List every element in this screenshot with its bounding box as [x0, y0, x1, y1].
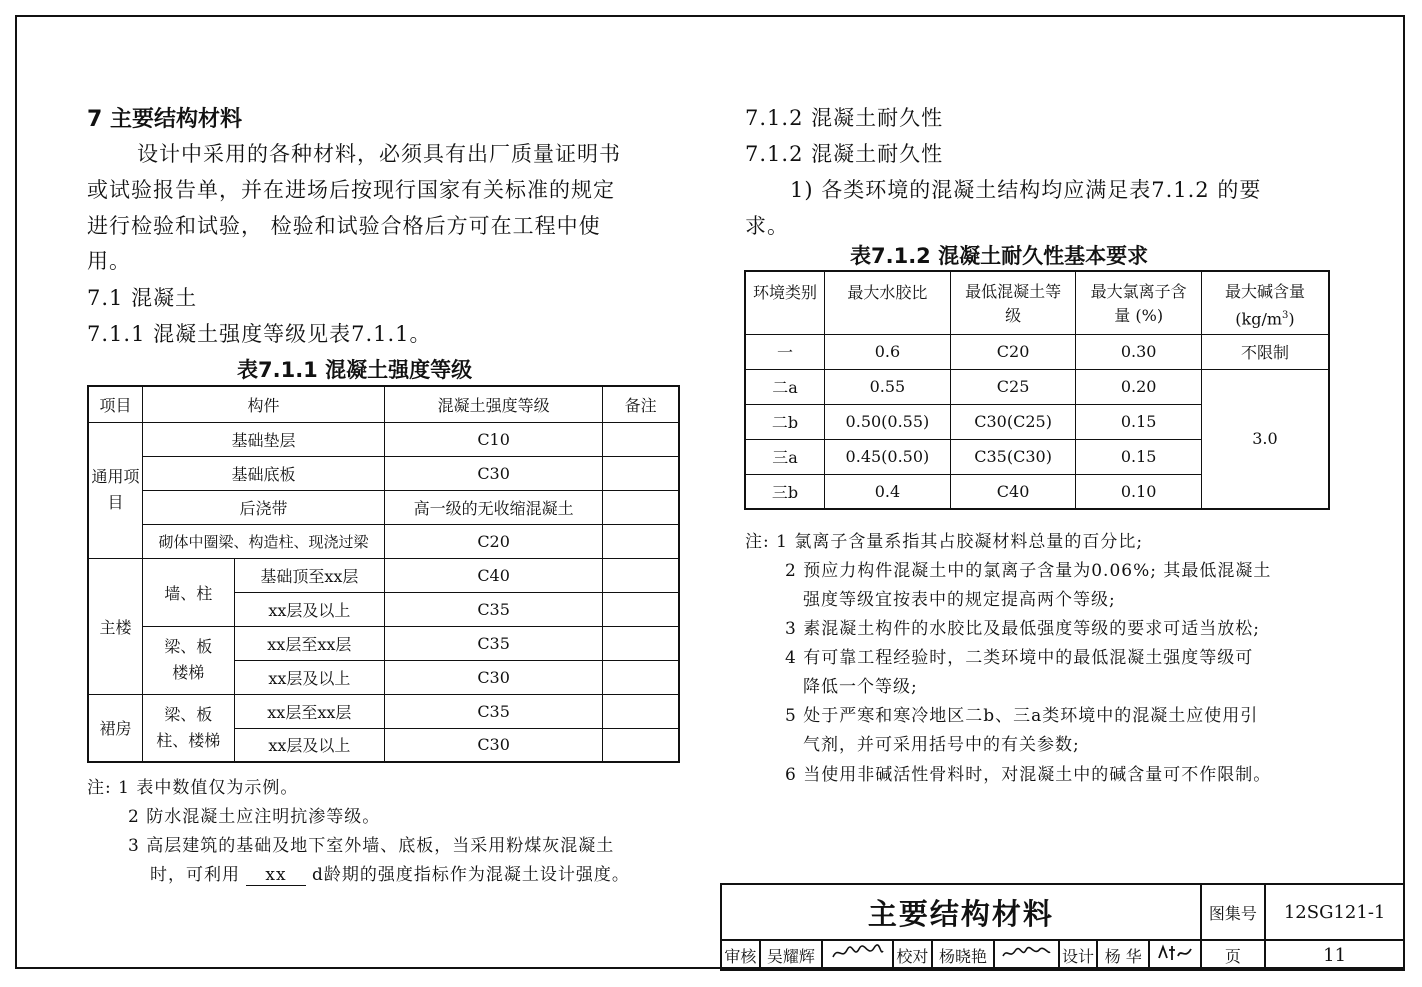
left-note-3: 3 高层建筑的基础及地下室外墙、底板，当采用粉煤灰混凝土 — [128, 836, 615, 856]
th-alkali: 最大碱含量 $(kg/m^3)$ — [1201, 271, 1329, 334]
table-cell — [603, 592, 679, 626]
designer-signature — [1149, 940, 1201, 970]
table-cell: 0.50(0.55) — [825, 404, 951, 439]
left-note-4: 时，可利用 xx d龄期的强度指标作为混凝土设计强度。 — [150, 865, 630, 885]
table-cell: C35(C30) — [950, 439, 1076, 474]
table-cell: 0.45(0.50) — [825, 439, 951, 474]
designer-name: 杨 华 — [1097, 940, 1149, 970]
concrete-grade-table — [87, 385, 680, 763]
table-cell: xx层及以上 — [234, 728, 384, 762]
table-cell: C30 — [385, 728, 603, 762]
table-cell: C40 — [950, 474, 1076, 509]
group-main: 主楼 — [88, 558, 143, 694]
alkali-merged-cell: 3.0 — [1201, 369, 1329, 509]
right-note-6: 6 当使用非碱活性骨料时，对混凝土中的碱含量可不作限制。 — [785, 765, 1272, 785]
table-cell: 三b — [745, 474, 825, 509]
drawing-title: 主要结构材料 — [721, 884, 1201, 940]
reviewer-signature — [822, 940, 893, 970]
atlas-label: 图集号 — [1201, 884, 1266, 940]
subsection-7-1-1: 7.1.1 混凝土强度等级见表7.1.1。 — [87, 322, 432, 346]
table-cell: 梁、板楼梯 — [143, 626, 235, 694]
checker-name: 杨晓艳 — [932, 940, 994, 970]
intro-line-2: 或试验报告单，并在进场后按现行国家有关标准的规定 — [87, 178, 615, 202]
table-cell: xx层至xx层 — [234, 626, 384, 660]
right-note-5-cont: 气剂，并可采用括号中的有关参数; — [803, 735, 1080, 755]
table-cell: 梁、板柱、楼梯 — [143, 694, 235, 762]
table-cell: C10 — [385, 422, 603, 456]
left-note-1: 注: 1 表中数值仅为示例。 — [87, 778, 299, 798]
table-cell: 二b — [745, 404, 825, 439]
table-cell: xx层及以上 — [234, 660, 384, 694]
table-cell: C30 — [385, 660, 603, 694]
th-grade: 混凝土强度等级 — [385, 386, 603, 422]
table-cell — [603, 456, 679, 490]
table-cell: C25 — [950, 369, 1076, 404]
group-general: 通用项目 — [88, 422, 143, 558]
table-cell: 0.6 — [825, 334, 951, 369]
subsection-7-1: 7.1 混凝土 — [87, 286, 198, 310]
checker-signature — [994, 940, 1059, 970]
durability-table — [744, 270, 1330, 510]
right-note-4: 4 有可靠工程经验时，二类环境中的最低混凝土强度等级可 — [785, 648, 1254, 668]
table-cell — [603, 422, 679, 456]
th-component: 构件 — [143, 386, 385, 422]
table-cell: 0.20 — [1076, 369, 1201, 404]
table-cell: 0.15 — [1076, 404, 1201, 439]
table-cell: 基础垫层 — [143, 422, 385, 456]
table-cell: C30(C25) — [950, 404, 1076, 439]
page-number: 11 — [1265, 940, 1404, 970]
intro-line-4: 用。 — [87, 249, 131, 273]
table-cell: C40 — [385, 558, 603, 592]
signature-icon — [1000, 942, 1052, 964]
right-note-4-cont: 降低一个等级; — [803, 677, 918, 697]
group-podium: 裙房 — [88, 694, 143, 762]
table-cell: 基础顶至xx层 — [234, 558, 384, 592]
th-wb-ratio: 最大水胶比 — [825, 271, 951, 334]
table-cell: 基础底板 — [143, 456, 385, 490]
table-cell: xx层及以上 — [234, 592, 384, 626]
table-cell: C20 — [385, 524, 603, 558]
signature-icon — [1155, 942, 1195, 964]
table-cell — [603, 524, 679, 558]
table-cell: 二a — [745, 369, 825, 404]
table-cell — [603, 694, 679, 728]
table-cell: 墙、柱 — [143, 558, 235, 626]
reviewer-name: 吴耀辉 — [760, 940, 822, 970]
th-min-grade: 最低混凝土等级 — [950, 271, 1076, 334]
right-para-1: 1) 各类环境的混凝土结构均应满足表7.1.2 的要 — [790, 178, 1262, 202]
table1-caption: 表7.1.1 混凝土强度等级 — [237, 358, 473, 382]
th-item: 项目 — [88, 386, 143, 422]
table-cell: 0.30 — [1076, 334, 1201, 369]
table-cell: 0.15 — [1076, 439, 1201, 474]
right-note-2-cont: 强度等级宜按表中的规定提高两个等级; — [803, 590, 1116, 610]
table-cell: 高一级的无收缩混凝土 — [385, 490, 603, 524]
table-cell: xx层至xx层 — [234, 694, 384, 728]
signature-icon — [830, 942, 886, 964]
right-note-5: 5 处于严寒和寒冷地区二b、三a类环境中的混凝土应使用引 — [785, 706, 1259, 726]
design-label: 设计 — [1059, 940, 1098, 970]
table-cell: 后浇带 — [143, 490, 385, 524]
th-chloride: 最大氯离子含量 (%) — [1076, 271, 1201, 334]
table-cell: C35 — [385, 626, 603, 660]
intro-line-3: 进行检验和试验， 检验和试验合格后方可在工程中使 — [87, 214, 601, 238]
left-note-2: 2 防水混凝土应注明抗渗等级。 — [128, 807, 381, 827]
table-cell: 三a — [745, 439, 825, 474]
table-cell — [603, 660, 679, 694]
atlas-number: 12SG121-1 — [1265, 884, 1404, 940]
review-label: 审核 — [721, 940, 760, 970]
right-note-3: 3 素混凝土构件的水胶比及最低强度等级的要求可适当放松; — [785, 619, 1260, 639]
table-cell — [603, 490, 679, 524]
intro-line-1: 设计中采用的各种材料，必须具有出厂质量证明书 — [137, 142, 621, 166]
table-cell — [603, 728, 679, 762]
table2-caption: 表7.1.2 混凝土耐久性基本要求 — [850, 244, 1149, 268]
table-cell: C35 — [385, 694, 603, 728]
right-heading-1: 7.1.2 混凝土耐久性 — [745, 106, 944, 130]
table-cell: C20 — [950, 334, 1076, 369]
right-heading-2: 7.1.2 混凝土耐久性 — [745, 142, 944, 166]
table-cell: 0.55 — [825, 369, 951, 404]
table-cell: C35 — [385, 592, 603, 626]
table-cell: 0.10 — [1076, 474, 1201, 509]
th-env: 环境类别 — [745, 271, 825, 334]
table-cell — [603, 626, 679, 660]
right-para-2: 求。 — [745, 214, 789, 238]
table-cell: 一 — [745, 334, 825, 369]
right-note-1: 注: 1 氯离子含量系指其占胶凝材料总量的百分比; — [745, 532, 1144, 552]
table-cell: 不限制 — [1201, 334, 1329, 369]
page-label: 页 — [1201, 940, 1266, 970]
table-cell — [603, 558, 679, 592]
table-cell: C30 — [385, 456, 603, 490]
table-cell: 砌体中圈梁、构造柱、现浇过梁 — [143, 524, 385, 558]
table-cell: 0.4 — [825, 474, 951, 509]
th-remark: 备注 — [603, 386, 679, 422]
check-label: 校对 — [893, 940, 932, 970]
section-title: 7 主要结构材料 — [87, 107, 242, 132]
right-note-2: 2 预应力构件混凝土中的氯离子含量为0.06%; 其最低混凝土 — [785, 561, 1272, 581]
title-block — [720, 883, 1405, 971]
